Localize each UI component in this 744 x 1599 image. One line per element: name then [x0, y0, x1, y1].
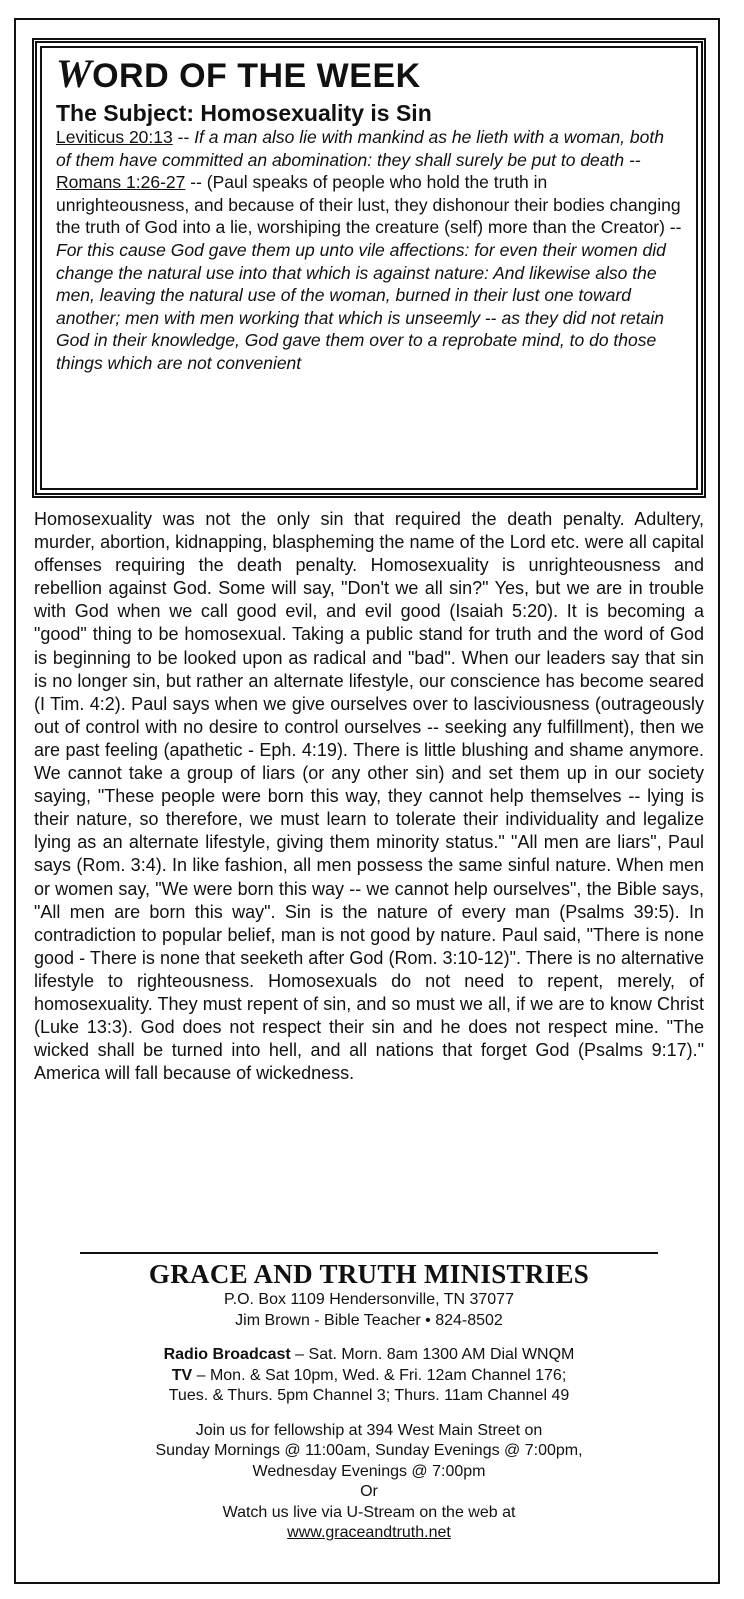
- romans-intro: -- (Paul speaks of people who hold the truth in unrighteousness, and because of their lust, they dishonour their bodies changing the truth of God into a lie, worshiping the creature (self) more than the Creator) --: [56, 172, 682, 238]
- romans-ref: Romans 1:26-27: [56, 172, 186, 193]
- ministry-footer: [16, 1258, 722, 1544]
- website-link[interactable]: www.graceandtruth.net: [287, 1524, 451, 1541]
- spacer: [16, 1331, 722, 1345]
- watch-line: Watch us live via U-Stream on the web at: [222, 1503, 516, 1521]
- join-line-1: Join us for fellowship at 394 West Main Street on: [195, 1421, 543, 1439]
- leviticus-ref: Leviticus 20:13: [56, 127, 173, 147]
- ministry-teacher: Jim Brown - Bible Teacher • 824-8502: [235, 1311, 503, 1329]
- tv-line: [16, 1366, 722, 1387]
- radio-label: Radio Broadcast: [163, 1346, 291, 1363]
- radio-line: [16, 1345, 722, 1366]
- join-line-3: Wednesday Evenings @ 7:00pm: [252, 1462, 486, 1480]
- leviticus-sep: --: [172, 127, 195, 147]
- leviticus-text: If a man also lie with mankind as he lieth with a woman, both of them have committed an abomination: they shall surely be put to death --: [56, 127, 664, 170]
- spacer: [16, 1407, 722, 1421]
- word-of-the-week-box: [32, 38, 706, 498]
- page-border: [14, 18, 720, 1584]
- box-title-rest: ORD OF THE WEEK: [92, 57, 421, 95]
- romans-passage: [56, 171, 682, 374]
- leviticus-passage: [56, 126, 682, 171]
- footer-divider: [80, 1252, 658, 1254]
- join-line-2: Sunday Mornings @ 11:00am, Sunday Evenings @ 7:00pm,: [155, 1442, 583, 1459]
- ministry-name: GRACE AND TRUTH MINISTRIES: [148, 1259, 590, 1289]
- box-title: [56, 51, 682, 96]
- romans-text-2: as they did not retain God in their knowledge, God gave them over to a reprobate mind, to do those things which are not convenient: [56, 307, 664, 373]
- tv-text: – Mon. & Sat 10pm, Wed. & Fri. 12am Channel 176;: [192, 1366, 567, 1384]
- or-line: Or: [360, 1483, 378, 1500]
- ministry-address: P.O. Box 1109 Hendersonville, TN 37077: [224, 1291, 514, 1308]
- box-title-initial: W: [56, 51, 93, 96]
- article-body: Homosexuality was not the only sin that required the death penalty. Adultery, murder, abortion, kidnapping, blaspheming the name of the Lord etc. were all capital offenses requiring the death penalty. Homosexuality is unrighteousness and rebellion against God. Some will say, "Don't we all sin?" Yes, but we are in trouble with God when we call good evil, and evil good (Isaiah 5:20). It is becoming a "good" thing to be homosexual. Taking a public stand for truth and the word of God is beginning to be looked upon as radical and "bad". When our leaders say that sin is no longer sin, but rather an alternate lifestyle, our conscience has become seared (I Tim. 4:2). Paul says when we give ourselves over to lasciviousness (outrageously out of control with no desire to control ourselves -- seeking any fulfillment), then we are past feeling (apathetic - Eph. 4:19). There is little blushing and shame anymore. We cannot take a group of liars (or any other sin) and set them up in our society saying, "These people were born this way, they cannot help themselves -- lying is their nature, so therefore, we must learn to tolerate their individuality and legalize lying as an alternate lifestyle, giving them minority status." "All men are liars", Paul says (Rom. 3:4). In like fashion, all men possess the same sinful nature. When men or women say, "We were born this way -- we cannot help ourselves", the Bible says, "All men are born this way". Sin is the nature of every man (Psalms 39:5). In contradiction to popular belief, man is not good by nature. Paul said, "There is none good - There is none that seeketh after God (Rom. 3:10-12)". There is no alternative lifestyle to righteousness. Homosexuals do not need to repent, merely, of homosexuality. They must repent of sin, and so must we all, if we are to know Christ (Luke 13:3). God does not respect their sin and he does not respect mine. "The wicked shall be turned into hell, and all nations that forget God (Psalms 9:17)." America will fall because of wickedness.: [34, 509, 704, 1084]
- radio-text: – Sat. Morn. 8am 1300 AM Dial WNQM: [290, 1346, 575, 1363]
- tv-line-2: Tues. & Thurs. 5pm Channel 3; Thurs. 11am Channel 49: [168, 1387, 570, 1404]
- romans-text: For this cause God gave them up unto vile affections: for even their women did change the natural use into that which is against nature: And likewise also the men, leaving the natural use of the woman, burned in their lust one toward another; men with men working that which is unseemly: [56, 239, 666, 328]
- word-of-the-week-inner: [40, 46, 698, 490]
- tv-label: TV: [171, 1366, 193, 1384]
- romans-sep: --: [480, 307, 502, 328]
- subject-heading: The Subject: Homosexuality is Sin: [56, 100, 432, 126]
